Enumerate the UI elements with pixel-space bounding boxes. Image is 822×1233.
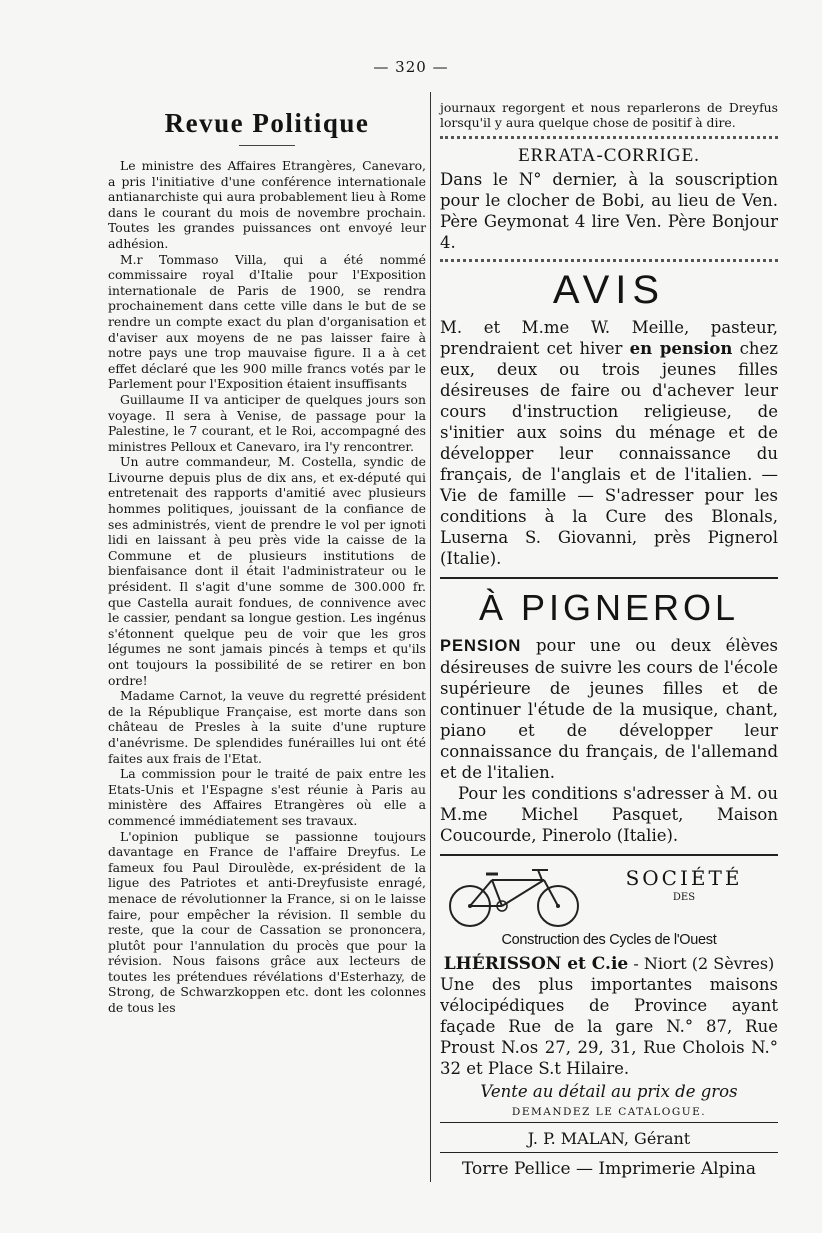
errata-text: Dans le N° dernier, à la souscription pour le clocher de Bobi, au lieu de Ven. Père Geymonat 4 lire Ven. Père Bonjour 4. (440, 170, 778, 252)
article-paragraph: Le ministre des Affaires Etrangères, Canevaro, a pris l'initiative d'une conférence internationale antianarchiste qui aura probablement lieu à Rome dans le courant du mois de novembre prochain. Toutes les grandes puissances ont envoyé leur adhésion. (108, 158, 426, 251)
avis-notice (440, 268, 778, 569)
section-title: Revue Politique (164, 108, 370, 138)
avis-text-start: M. et M.me W. Meille, pasteur, prendraient cet hiver (440, 318, 778, 358)
construction-title: Construction des Cycles de l'Ouest (501, 932, 717, 948)
article-paragraph: Madame Carnot, la veuve du regretté président de la République Française, est morte dans son château de Presles à la suite d'une rupture d'anévrisme. De splendides funérailles lui ont été faites aux frais de l'Etat. (108, 688, 426, 766)
right-column (440, 100, 778, 1179)
errata-notice (440, 145, 778, 253)
article-paragraph: M.r Tommaso Villa, qui a été nommé commissaire royal d'Italie pour l'Exposition internationale de Paris de 1900, se rendra prochainement dans cette ville dans le but de se rendre un compte exact du plan d'organisation et d'aviser aux moyens de ne pas laisser faire à notre pays une trop mauvaise figure. Il a à cet effet déclaré que les 900 mille francs votés par le Parlement pour l'Exposition étaient insuffisants (108, 251, 426, 392)
societe-header (440, 864, 778, 928)
divider (440, 577, 778, 579)
company-line: LHÉRISSON et C.ie - Niort (2 Sèvres) (443, 954, 775, 974)
errata-title: ERRATA-CORRIGE. (518, 145, 700, 166)
column-divider (430, 92, 431, 1182)
page-number: — 320 — (373, 58, 449, 76)
continued-paragraph: journaux regorgent et nous reparlerons de Dreyfus lorsqu'il y aura quelque chose de positif à dire. (440, 100, 778, 130)
avis-text (440, 317, 778, 569)
pignerol-ad (440, 587, 778, 846)
pignerol-title: À PIGNEROL (478, 587, 740, 628)
avis-title: AVIS (552, 268, 666, 312)
company-description: Une des plus importantes maisons vélocipédiques de Province ayant façade Rue de la gare N.° 87, Rue Proust N.os 27, 29, 31, Rue Cholois N.° 32 et Place S.t Hilaire. (440, 975, 778, 1078)
imprimerie-line: Torre Pellice — Imprimerie Alpina (461, 1159, 756, 1179)
pension-label: PENSION (440, 637, 522, 655)
pignerol-text (440, 635, 778, 783)
cycles-ad (440, 864, 778, 1118)
article-paragraph: L'opinion publique se passionne toujours davantage en France de l'affaire Dreyfus. Le fameux fou Paul Diroulède, ex-président de la ligue des Patriotes et anti-Dreyfusiste enragé, menace de révolutionner la France, si on le laisse faire, pour empêcher la révision. Il semble du reste, que la cour de Cassation se prononcera, plutôt pour l'annulation du procès que pour la révision. Nous faisons grâce aux lecteurs de toutes les prétendues révélations d'Esterhazy, de Strong, de Schwarzkoppen etc. dont les colonnes de tous les (108, 828, 426, 1016)
pignerol-body: pour une ou deux élèves désireuses de suivre les cours de l'école supérieure de jeunes filles et de continuer l'étude de la musique, chant, piano et de développer leur connaissance du français, de l'allemand et de l'italien. (440, 636, 778, 782)
catalogue-line: DEMANDEZ LE CATALOGUE. (511, 1106, 707, 1118)
article-paragraph: Guillaume II va anticiper de quelques jours son voyage. Il sera à Venise, de passage pour la Palestine, le 7 courant, et le Roi, accompagné des ministres Pelloux et Canevaro, ira l'y rencontrer. (108, 391, 426, 454)
divider (440, 854, 778, 856)
societe-name: SOCIÉTÉ (625, 866, 743, 890)
bicycle-illustration (440, 864, 590, 928)
societe-des: DES (672, 892, 696, 903)
company-city: Niort (2 Sèvres) (643, 954, 775, 973)
left-column (108, 100, 426, 1016)
title-ornament (239, 145, 295, 146)
avis-highlight: en pension (629, 339, 733, 358)
divider (440, 1152, 778, 1153)
divider (440, 1122, 778, 1123)
company-name: LHÉRISSON et C.ie (443, 954, 629, 974)
divider (440, 259, 778, 262)
sale-line: Vente au détail au prix de gros (480, 1082, 738, 1101)
article-paragraph: La commission pour le traité de paix entre les Etats-Unis et l'Espagne s'est réunie à Paris au ministère des Affaires Etrangères où elle a commencé immédiatement ses travaux. (108, 766, 426, 828)
avis-text-end: chez eux, deux ou trois jeunes filles désireuses de faire ou d'achever leur cours d'instruction religieuse, de s'initier aux soins du ménage et de développer leur connaissance du français, de l'anglais et de l'italien. — Vie de famille — S'adresser pour les conditions à la Cure des Blonals, Luserna S. Giovanni, près Pignerol (Italie). (440, 339, 778, 568)
societe-heading (590, 864, 778, 903)
gerant-line: J. P. MALAN, Gérant (527, 1129, 691, 1148)
divider (440, 136, 778, 139)
article-paragraph: Un autre commandeur, M. Costella, syndic de Livourne depuis plus de dix ans, et ex-député qui entretenait des rapports d'amitié avec plusieurs hommes politiques, jouissant de la confiance de ses administrés, vient de prendre le vol per ignoti lidi en laissant à peu près vide la caisse de la Commune et de plusieurs institutions de bienfaisance dont il était l'administrateur ou le président. Il s'agit d'une somme de 300.000 fr. que Castella aurait fondues, de connivence avec le cassier, pendant sa longue gestion. Les ingénus s'étonnent quelque peu de voir que les gros légumes ne sont jamais pincés à temps et qu'ils ont toujours la possibilité de se retirer en bon ordre! (108, 454, 426, 688)
pignerol-contact: Pour les conditions s'adresser à M. ou M.me Michel Pasquet, Maison Coucourde, Pinerolo (Italie). (440, 784, 778, 845)
